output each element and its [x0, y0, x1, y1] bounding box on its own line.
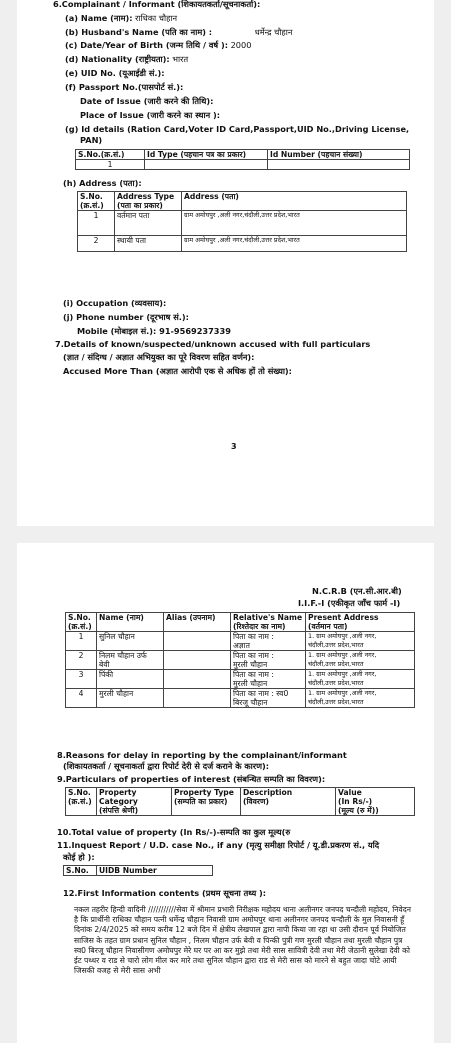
- cell-relative-line1: पिता का नाम :: [233, 651, 274, 660]
- col-sno: [78, 192, 115, 211]
- cell-sno: 1: [78, 211, 115, 236]
- cell-address-line2: चंदौली,उत्तर प्रदेश,भारत: [308, 660, 364, 668]
- passport-label: (f) Passport No.(पासपोर्ट सं.):: [65, 82, 184, 92]
- occupation-label: (i) Occupation (व्यवसाय):: [63, 298, 167, 308]
- section-12-heading: 12.First Information contents (प्रथम सूचना तथ्य ):: [63, 888, 267, 898]
- cell-address-line2: चंदौली,उत्तर प्रदेश,भारत: [308, 698, 364, 706]
- nationality-label: (d) Nationality (राष्ट्रीयता):: [65, 54, 170, 64]
- col-sno: [66, 613, 97, 632]
- cell-relative-line2: बिरजू चौहान: [233, 698, 268, 707]
- col-description-en: Description: [243, 788, 293, 797]
- cell-relative-line2: अज्ञात: [233, 641, 250, 650]
- document-page-2: [17, 543, 434, 1043]
- col-relative: [231, 613, 306, 632]
- cell-relative: [231, 670, 306, 689]
- col-type-en: Address Type: [117, 192, 175, 201]
- cell-relative: [231, 651, 306, 670]
- cell-name: [97, 689, 164, 708]
- cell-sno: 2: [66, 651, 97, 670]
- table-row: [76, 160, 410, 170]
- section-7-heading: 7.Details of known/suspected/unknown accused with full particulars: [55, 339, 371, 349]
- col-type: [172, 788, 241, 816]
- cell-address: ग्राम अमोघपुर ,अली नगर,चंदौली,उत्तर प्रदेश,भारत: [182, 236, 407, 252]
- table-row: [66, 689, 415, 708]
- cell-address: [306, 632, 415, 651]
- complainant-name: [65, 13, 177, 23]
- col-address-type: [115, 192, 182, 211]
- accused-table: [65, 612, 415, 708]
- cell-id-type: [145, 160, 268, 170]
- col-uidb-number: UIDB Number: [97, 866, 213, 876]
- ncrb-heading: N.C.R.B (एन.सी.आर.बी): [312, 586, 402, 596]
- col-relative-hi: (रिश्तेदार का नाम): [233, 622, 286, 631]
- cell-id-number: [268, 160, 410, 170]
- cell-relative: [231, 689, 306, 708]
- col-sno-hi: (क्र.सं.): [80, 201, 104, 210]
- address-table: [77, 191, 407, 252]
- dob-label: (c) Date/Year of Birth (जन्म तिथि / वर्ष ):: [65, 40, 228, 50]
- col-type-en: Property Type: [174, 788, 234, 797]
- page-number: 3: [231, 442, 237, 451]
- section-10-heading: 10.Total value of property (In Rs/-)-सम्पति का कुल मूल्य(रु: [57, 827, 291, 837]
- cell-sno: 4: [66, 689, 97, 708]
- cell-name-line1: मुरली चौहान: [99, 689, 134, 698]
- cell-relative: [231, 632, 306, 651]
- cell-address-line1: 1. ग्राम अमोघपुर ,अली नगर,: [308, 651, 377, 659]
- cell-address-line2: चंदौली,उत्तर प्रदेश,भारत: [308, 641, 364, 649]
- cell-name-line2: बेवी: [99, 660, 110, 669]
- col-sno-en: S.No.: [80, 192, 103, 201]
- table-header-row: [76, 150, 410, 160]
- col-name: Name (नाम): [97, 613, 164, 632]
- section-9-heading: 9.Particulars of properties of interest (संबन्धित सम्पति का विवरण):: [57, 774, 326, 784]
- col-type-hi: (सम्पति का प्रकार): [174, 797, 228, 806]
- section-11-subheading: कोई हो ):: [63, 852, 95, 862]
- col-sno: [66, 788, 97, 816]
- cell-alias: [164, 689, 231, 708]
- address-label: (h) Address (पता):: [63, 178, 142, 188]
- table-header-row: [78, 192, 407, 211]
- cell-alias: [164, 651, 231, 670]
- fir-contents-text: नकल तहरीर हिन्दी वादिनी ///////////सेवा में श्रीमान प्रभारी निरीक्षक महोदय थाना अलीनगर जनपद चन्दौली महोदय, निवेदन है कि प्रार्थीनी राधिका चौहान पत्नी धर्मेन्द्र चौहान निवासी ग्राम अमोघपुर थाना अलीनगर जनपद चन्दौली के मुल निवासनी हूँ दिनांक 2/4/2025 को समय करीब 12 बजे दिन में क्षेत्रीय लेखपाल द्वारा नापी किया जा रहा था उसी दौरान पूर्व नियोजित साजिस के तहत ग्राम प्रधान सुनिल चौहान , निलम चौहान उर्फ बेवी व पिन्की पुत्री गण मुरली चौहान तथा मुरली चौहान पुत्र स्व0 बिरजू चौहान निवासीगण अमोघपुर मेरे घर पर आ कर मुझे तथा मेरी सास सावित्री देवी तथा मेरी जेठानी सुलेखा देवी को ईट पथ्थर व राड से चारो लोग मील कर मारे तथा सुनिल चौहान द्वारा राड से मेरी सास को मारने से बहुत जादा चोटे आयी जिसकी वजह से मेरी सास अभी: [74, 905, 411, 976]
- cell-name-line1: निलम चौहान उर्फ: [99, 651, 147, 660]
- date-of-birth: [65, 40, 251, 50]
- dob-value: 2000: [230, 40, 252, 50]
- issue-place-label: Place of Issue (जारी करने का स्थान ):: [80, 110, 220, 120]
- document-page-1: [17, 0, 434, 526]
- mobile-number: Mobile (मोबाइल सं.): 91-9569237339: [77, 326, 231, 336]
- husband-value: धर्मेन्द्र चौहान: [254, 27, 293, 37]
- col-category-en2: Category: [99, 797, 138, 806]
- col-value: [336, 788, 415, 816]
- col-sno: S.No.: [64, 866, 97, 876]
- col-address-en: Present Address: [308, 613, 379, 622]
- cell-relative-line1: पिता का नाम :: [233, 670, 274, 679]
- name-label: (a) Name (नाम):: [65, 13, 133, 23]
- husband-name: [65, 27, 292, 37]
- cell-address-line2: चंदौली,उत्तर प्रदेश,भारत: [308, 679, 364, 687]
- cell-sno: 2: [78, 236, 115, 252]
- cell-address-line1: 1. ग्राम अमोघपुर ,अली नगर,: [308, 689, 377, 697]
- table-row: [66, 670, 415, 689]
- cell-name-line1: पिंकी: [99, 670, 114, 679]
- cell-name-line1: सुनिल चौहान: [99, 632, 135, 641]
- col-sno-en: S.No.: [68, 788, 91, 797]
- table-header-row: [64, 866, 213, 876]
- col-sno-hi: (क्र.सं.): [68, 797, 92, 806]
- table-header-row: [66, 613, 415, 632]
- cell-name: [97, 632, 164, 651]
- col-sno-hi: (क्र.सं.): [68, 622, 92, 631]
- cell-sno: 1: [76, 160, 145, 170]
- col-address: Address (पता): [182, 192, 407, 211]
- nationality-value: भारत: [172, 54, 189, 64]
- issue-date-label: Date of Issue (जारी करने की तिथि):: [80, 96, 214, 106]
- col-sno: S.No.(क्र.सं.): [76, 150, 145, 160]
- col-id-type: Id Type (पहचान पत्र का प्रकार): [145, 150, 268, 160]
- husband-label: (b) Husband's Name (पति का नाम) :: [65, 27, 213, 37]
- id-details-table: [75, 149, 410, 170]
- col-address: [306, 613, 415, 632]
- col-sno-en: S.No.: [68, 613, 91, 622]
- cell-alias: [164, 670, 231, 689]
- id-details-label-line2: PAN): [80, 135, 103, 145]
- col-relative-en: Relative's Name: [233, 613, 303, 622]
- uidb-table: [63, 865, 213, 876]
- cell-address: [306, 670, 415, 689]
- section-8-heading: 8.Reasons for delay in reporting by the complainant/informant: [57, 750, 347, 760]
- table-row: [78, 236, 407, 252]
- section-11-heading: 11.Inquest Report / U.D. case No., if any (मृत्यु समीक्षा रिपोर्ट / यू.डी.प्रकरण सं., यदि: [57, 840, 380, 850]
- col-value-unit: (In Rs/-): [338, 797, 373, 806]
- uid-label: (e) UID No. (यूआईडी सं.):: [65, 68, 165, 78]
- col-category-en: Property: [99, 788, 137, 797]
- col-address-hi: (वर्तमान पता): [308, 622, 348, 631]
- name-value: राधिका चौहान: [135, 13, 178, 23]
- cell-relative-line1: पिता का नाम : स्व0: [233, 689, 289, 698]
- cell-name: [97, 670, 164, 689]
- table-header-row: [66, 788, 415, 816]
- table-row: [66, 651, 415, 670]
- col-category: [97, 788, 172, 816]
- section-8-subheading: (शिकायतकर्ता / सूचनाकर्ता द्वारा रिपोर्ट देरी से दर्ज कराने के कारण):: [63, 761, 270, 771]
- nationality: [65, 54, 188, 64]
- cell-address-type: वर्तमान पता: [115, 211, 182, 236]
- cell-alias: [164, 632, 231, 651]
- phone-label: (j) Phone number (दूरभाष सं.):: [63, 312, 189, 322]
- cell-address-line1: 1. ग्राम अमोघपुर ,अली नगर,: [308, 632, 377, 640]
- cell-relative-line2: मुरली चौहान: [233, 679, 268, 688]
- id-details-label-line1: (g) Id details (Ration Card,Voter ID Card,Passport,UID No.,Driving License,: [65, 124, 410, 134]
- cell-sno: 3: [66, 670, 97, 689]
- table-row: [78, 211, 407, 236]
- cell-address-line1: 1. ग्राम अमोघपुर ,अली नगर,: [308, 670, 377, 678]
- col-id-number: Id Number (पहचान संख्या): [268, 150, 410, 160]
- col-type-hi: (पता का प्रकार): [117, 201, 163, 210]
- cell-address-type: स्थायी पता: [115, 236, 182, 252]
- cell-name: [97, 651, 164, 670]
- cell-address: ग्राम अमोघपुर ,अली नगर,चंदौली,उत्तर प्रदेश,भारत: [182, 211, 407, 236]
- property-table: [65, 787, 415, 816]
- accused-count-label: Accused More Than (अज्ञात आरोपी एक से अधिक हों तो संख्या):: [63, 366, 292, 376]
- iif-heading: I.I.F.-I (एकीकृत जाँच फार्म -I): [298, 598, 401, 608]
- cell-address: [306, 651, 415, 670]
- cell-relative-line1: पिता का नाम :: [233, 632, 274, 641]
- section-6-heading: 6.Complainant / Informant (शिकायतकर्ता/सूचनाकर्ता):: [53, 0, 261, 9]
- section-7-subheading: (ज्ञात / संदिग्ध / अज्ञात अभियुक्त का पूरे विवरण सहित वर्णन):: [63, 352, 255, 362]
- col-value-en: Value: [338, 788, 362, 797]
- cell-relative-line2: मुरली चौहान: [233, 660, 268, 669]
- cell-sno: 1: [66, 632, 97, 651]
- col-description-hi: (विवरण): [243, 797, 269, 806]
- table-row: [66, 632, 415, 651]
- col-description: [241, 788, 336, 816]
- cell-address: [306, 689, 415, 708]
- col-category-hi: (संपत्ति श्रेणी): [99, 806, 139, 815]
- col-value-hi: (मूल्य (रु में)): [338, 806, 379, 815]
- col-alias: Alias (उपनाम): [164, 613, 231, 632]
